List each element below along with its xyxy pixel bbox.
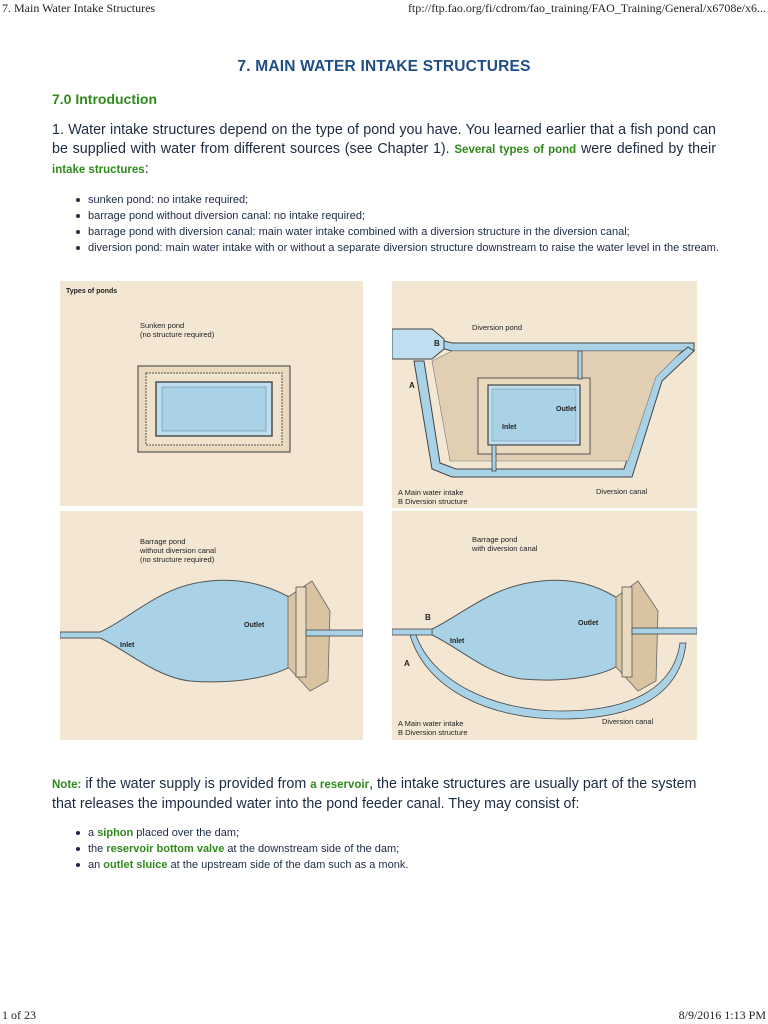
list-item: barrage pond with diversion canal: main water intake combined with a diversion structure in the diversion canal; [74, 224, 724, 240]
outlet-label: Outlet [578, 620, 599, 627]
list-item: barrage pond without diversion canal: no intake required; [74, 208, 724, 224]
figure-barrage-pond-no-canal [60, 511, 363, 740]
intro-text: 1. Water intake structures depend on the type of pond you have. You learned earlier that a fish pond can be supplied with water from different sources (see Chapter 1). [52, 122, 716, 157]
outlet-label: Outlet [244, 622, 265, 629]
structure-mark-b: B [434, 339, 440, 348]
sunken-pond-title: Sunken pond (no structure required) [140, 321, 215, 339]
print-timestamp: 8/9/2016 1:13 PM [678, 1008, 766, 1022]
list-item: diversion pond: main water intake with or without a separate diversion structure downstream to raise the water level in the stream. [74, 240, 724, 256]
page-counter: 1 of 23 [2, 1008, 36, 1022]
page-title-header: 7. Main Water Intake Structures [2, 1, 156, 15]
figure-barrage-pond-with-canal [392, 511, 697, 740]
outlet-label: Outlet [556, 406, 577, 413]
intro-text: : [144, 161, 149, 177]
structure-mark-a: A [404, 659, 410, 668]
link-a-reservoir[interactable]: a reservoir [310, 779, 370, 791]
figure-diversion-pond [392, 281, 697, 508]
link-intake-structures[interactable]: intake structures [52, 164, 145, 176]
diversion-canal-label: Diversion canal [602, 717, 654, 726]
note-paragraph [52, 775, 716, 814]
page-title: 7. MAIN WATER INTAKE STRUCTURES [237, 58, 531, 75]
link-several-types-of-pond[interactable]: Several types of pond [454, 144, 577, 156]
figure-sunken-pond [60, 281, 363, 506]
note-text: if the water supply is provided from [81, 776, 311, 792]
barrage-pond-title: Barrage pond with diversion canal [472, 535, 538, 553]
reservoir-structures-list [74, 825, 724, 873]
barrage-pond-with-canal-drawing [392, 511, 697, 740]
list-item: a siphon placed over the dam; [74, 825, 724, 841]
source-url[interactable]: ftp://ftp.fao.org/fi/cdrom/fao_training/FAO_Training/General/x6708e/x6... [407, 1, 766, 15]
link-outlet-sluice[interactable]: outlet sluice [103, 859, 168, 871]
structure-mark-b: B [425, 613, 431, 622]
diversion-canal-label: Diversion canal [596, 487, 648, 496]
print-header [0, 1, 768, 17]
list-item: an outlet sluice at the upstream side of the dam such as a monk. [74, 857, 724, 873]
pond-types-list [74, 192, 724, 256]
figure-caption: Types of ponds [66, 288, 118, 295]
inlet-label: Inlet [502, 424, 517, 431]
list-item: sunken pond: no intake required; [74, 192, 724, 208]
sunken-pond-drawing [60, 281, 363, 506]
barrage-pond-title: Barrage pond without diversion canal (no structure required) [140, 537, 216, 564]
link-reservoir-bottom-valve[interactable]: reservoir bottom valve [106, 843, 225, 855]
print-footer [0, 1008, 768, 1024]
structure-legend: A Main water intake B Diversion structure [398, 719, 468, 737]
structure-legend: A Main water intake B Diversion structure [398, 488, 468, 506]
note-label: Note: [52, 779, 82, 791]
diversion-pond-title: Diversion pond [472, 323, 523, 332]
diversion-pond-drawing [392, 281, 697, 508]
structure-mark-a: A [409, 381, 415, 390]
list-item: the reservoir bottom valve at the downstream side of the dam; [74, 841, 724, 857]
intro-paragraph [52, 121, 716, 180]
inlet-label: Inlet [120, 642, 135, 649]
inlet-label: Inlet [450, 638, 465, 645]
note-text: , the intake structures are usually part of the system that releases the impounded water into the pond feeder canal. They may consist of: [52, 776, 697, 812]
link-siphon[interactable]: siphon [97, 827, 134, 839]
section-heading: 7.0 Introduction [52, 91, 157, 107]
intro-text: were defined by their [576, 141, 716, 157]
